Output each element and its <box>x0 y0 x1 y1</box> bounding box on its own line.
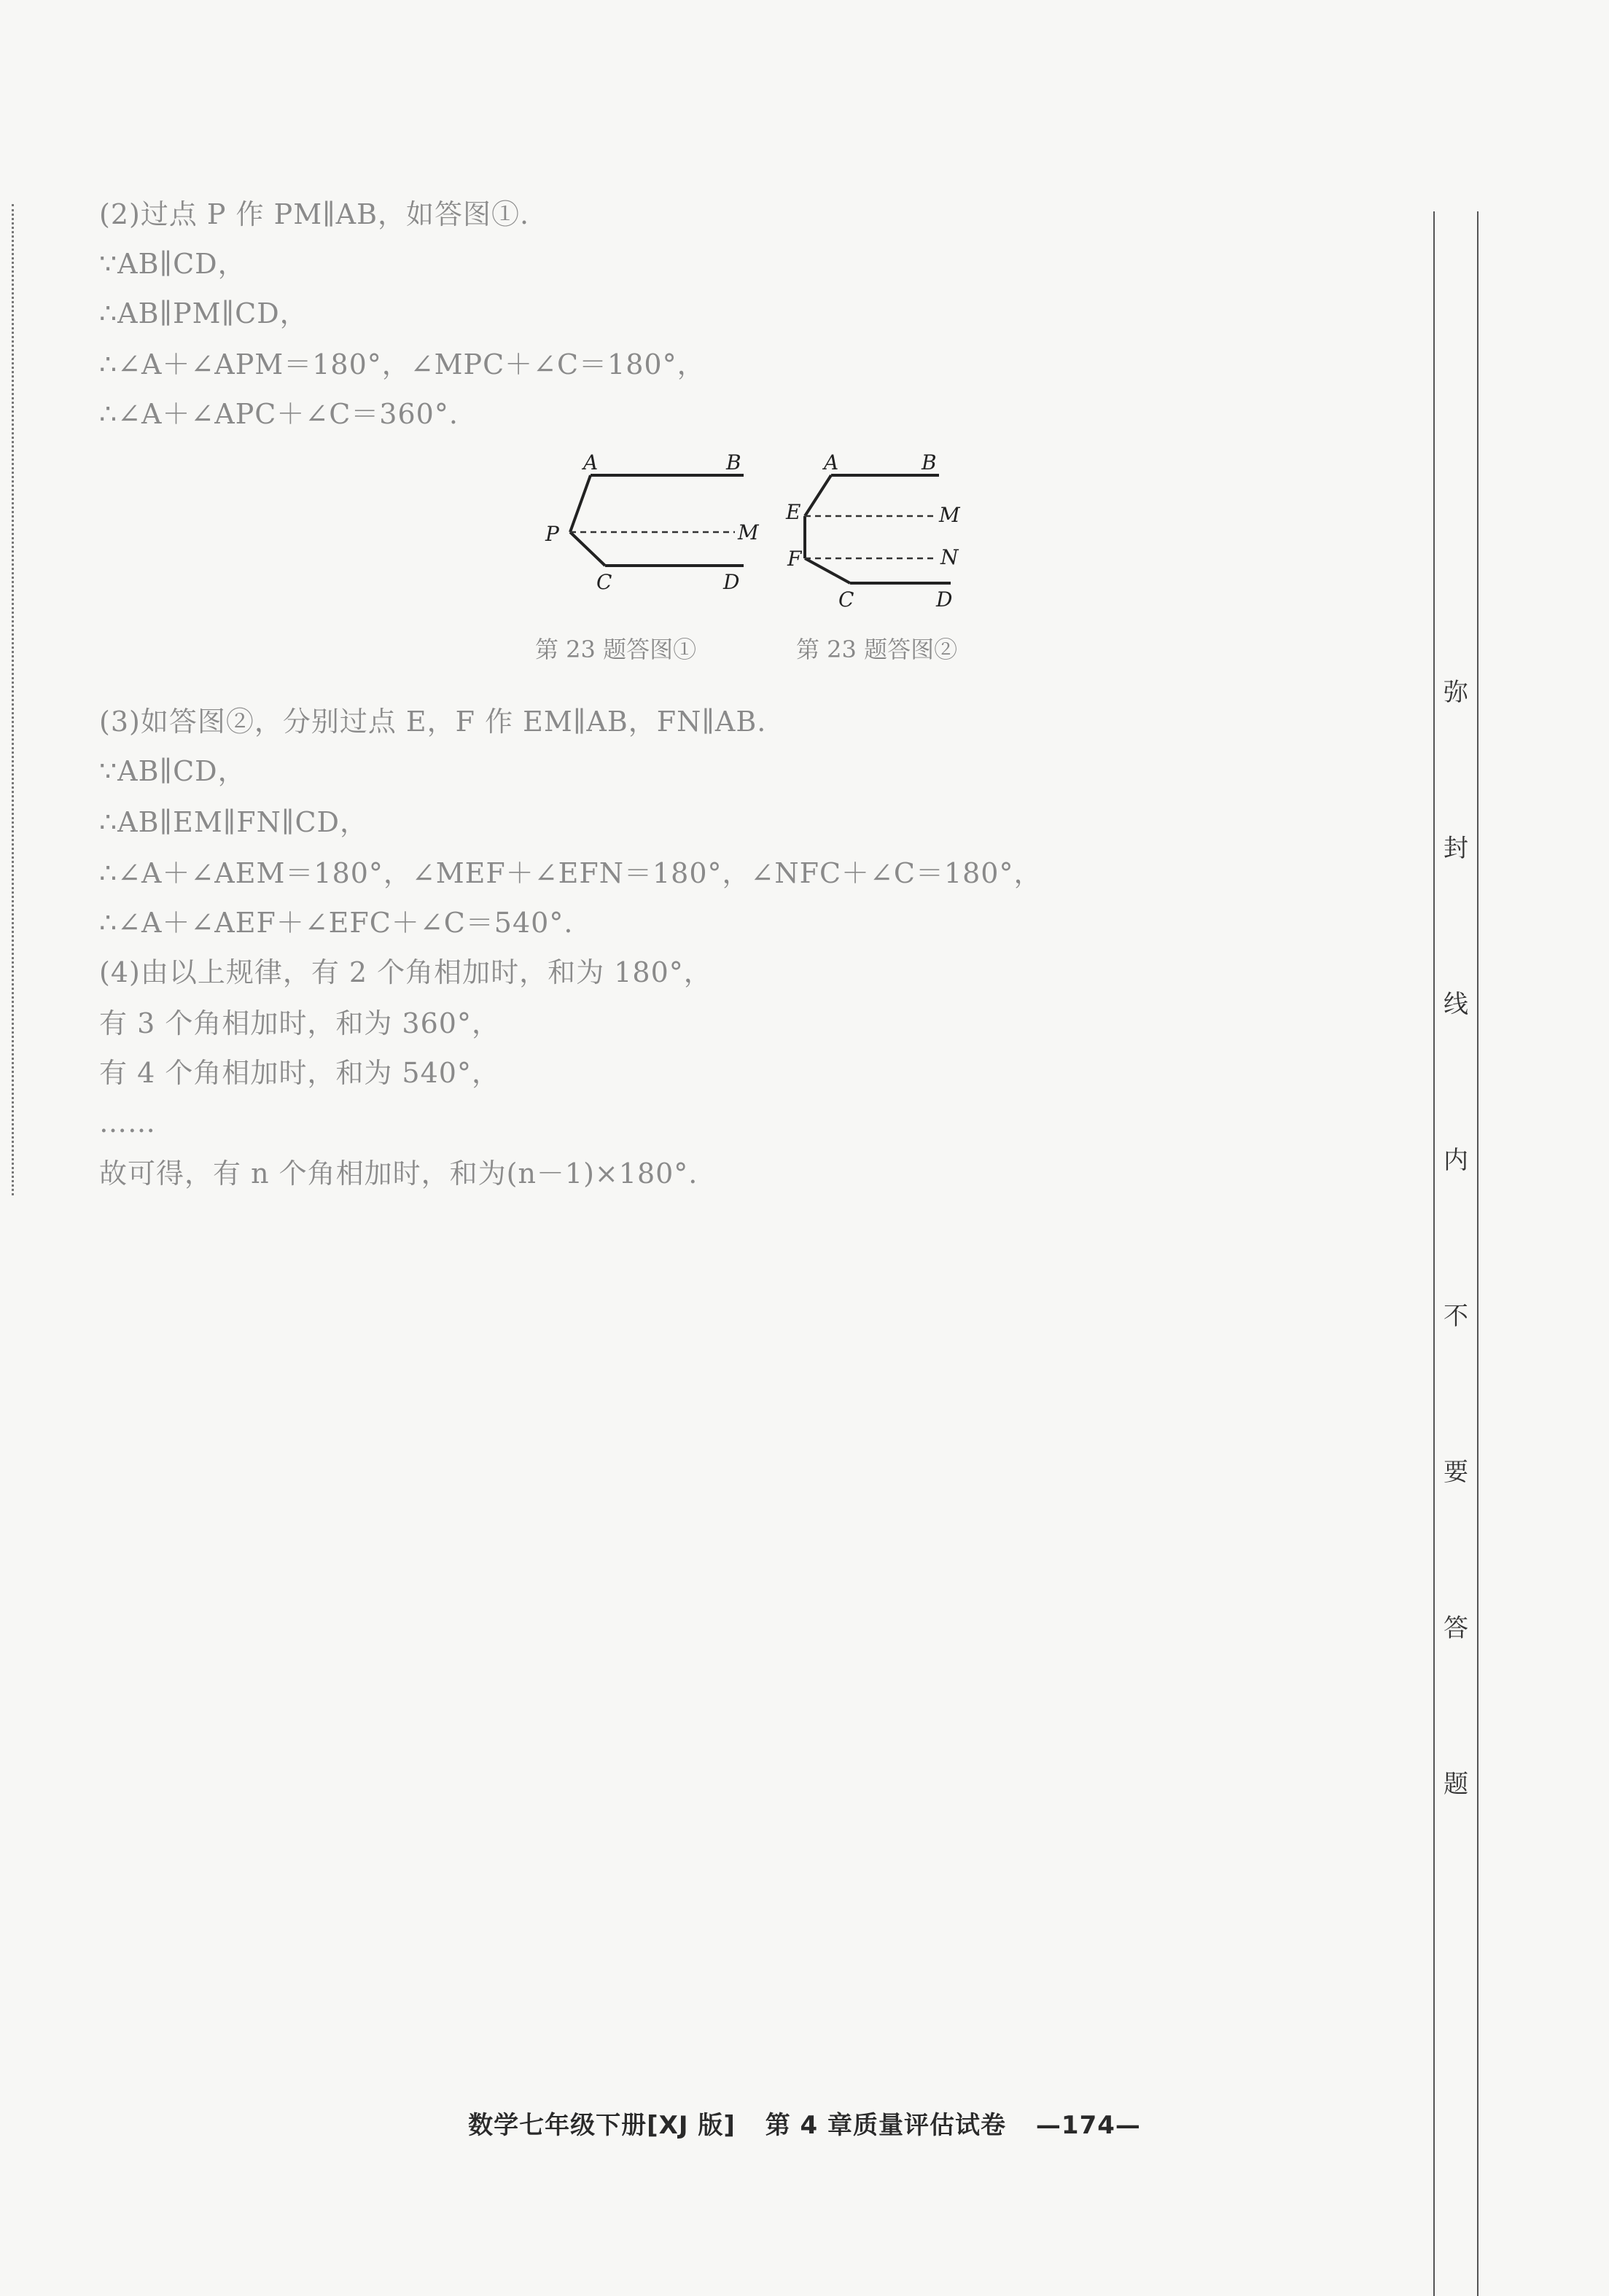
binding-char: 不 <box>1444 1302 1468 1331</box>
binding-strip <box>1433 211 1479 2296</box>
binding-char: 弥 <box>1444 678 1468 707</box>
footer-book: 数学七年级下册[XJ 版] <box>468 2111 736 2140</box>
label-D: D <box>936 587 953 612</box>
solution-line: …… <box>99 1106 156 1139</box>
figure-2-caption: 第 23 题答图② <box>796 636 958 663</box>
solution-line: (2)过点 P 作 PM∥AB，如答图①. <box>99 198 530 230</box>
solution-line: ∴AB∥PM∥CD， <box>99 297 308 329</box>
label-P: P <box>545 522 559 546</box>
label-C: C <box>596 570 612 594</box>
solution-line: ∵AB∥CD， <box>99 755 246 787</box>
binding-char: 要 <box>1444 1458 1468 1487</box>
solution-line: ∴∠A＋∠APC＋∠C＝360°. <box>99 398 459 430</box>
label-B: B <box>726 450 741 475</box>
footer-page-number: —174— <box>1035 2111 1141 2140</box>
solution-line: 有 3 个角相加时，和为 360°， <box>99 1007 500 1039</box>
solution-line: ∴AB∥EM∥FN∥CD， <box>99 806 369 838</box>
label-A: A <box>824 450 839 475</box>
figure-1-diagram <box>532 437 773 598</box>
footer-test: 第 4 章质量评估试卷 <box>765 2111 1007 2140</box>
figure-2-diagram <box>773 437 984 612</box>
page-footer <box>0 2105 1609 2141</box>
solution-line: 故可得，有 n 个角相加时，和为(n－1)×180°. <box>99 1157 698 1190</box>
binding-char: 题 <box>1444 1770 1468 1799</box>
label-E: E <box>786 500 801 524</box>
figure-1-caption: 第 23 题答图① <box>535 636 697 663</box>
solution-line: (3)如答图②，分别过点 E，F 作 EM∥AB，FN∥AB. <box>99 706 767 738</box>
solution-line: ∴∠A＋∠AEF＋∠EFC＋∠C＝540°. <box>99 907 574 939</box>
binding-char: 线 <box>1444 990 1468 1019</box>
solution-line: (4)由以上规律，有 2 个角相加时，和为 180°， <box>99 956 712 988</box>
label-C: C <box>838 587 854 612</box>
binding-char: 封 <box>1444 834 1468 863</box>
solution-line: 有 4 个角相加时，和为 540°， <box>99 1057 500 1089</box>
solution-line: ∴∠A＋∠APM＝180°，∠MPC＋∠C＝180°， <box>99 348 706 380</box>
dotted-margin-line <box>12 204 14 1195</box>
binding-char: 内 <box>1444 1146 1468 1175</box>
label-M: M <box>738 520 759 544</box>
label-B: B <box>922 450 937 475</box>
label-D: D <box>723 570 740 594</box>
solution-line: ∴∠A＋∠AEM＝180°，∠MEF＋∠EFN＝180°，∠NFC＋∠C＝180°， <box>99 857 1043 889</box>
label-F: F <box>787 547 802 571</box>
label-A: A <box>583 450 599 475</box>
label-N: N <box>940 545 959 569</box>
label-M: M <box>939 503 960 527</box>
solution-line: ∵AB∥CD， <box>99 248 246 280</box>
binding-char: 答 <box>1444 1614 1468 1643</box>
